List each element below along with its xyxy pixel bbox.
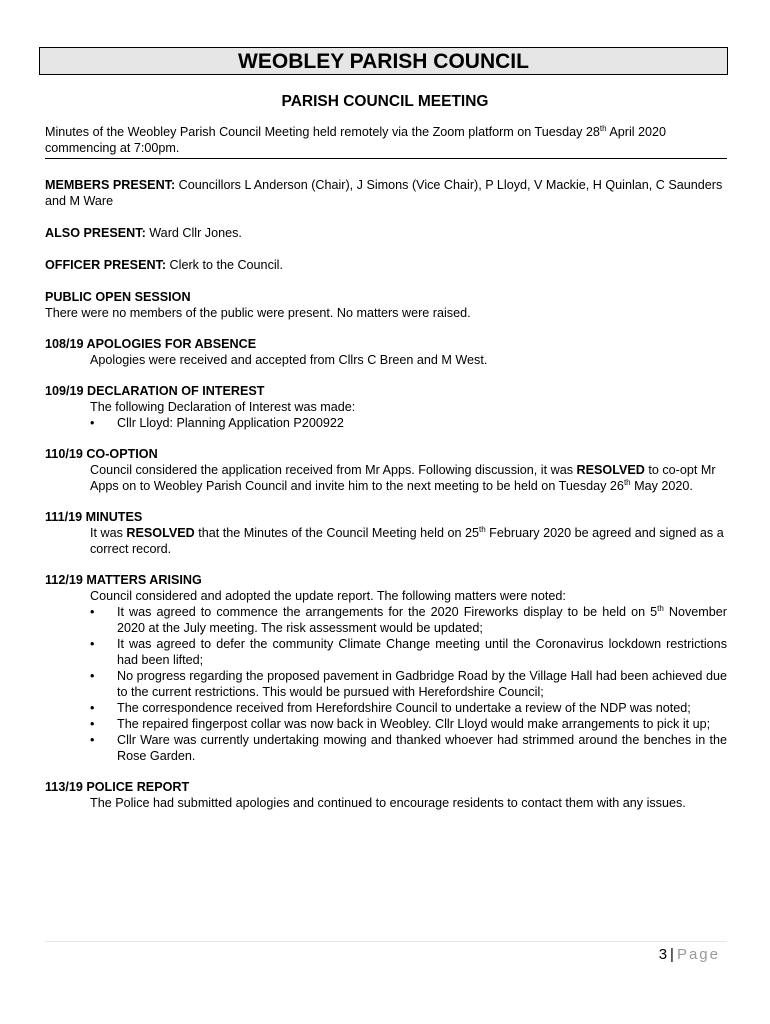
minutes-body — [45, 124, 727, 826]
bullet-icon: • — [90, 701, 95, 715]
also-present-label: ALSO PRESENT: — [45, 226, 146, 240]
section-title: 110/19 CO-OPTION — [45, 447, 158, 461]
section-text: There were no members of the public were present. No matters were raised. — [45, 306, 471, 320]
bullet-icon: • — [90, 717, 95, 731]
page-word: Page — [676, 946, 720, 963]
council-name-banner: WEOBLEY PARISH COUNCIL — [39, 47, 728, 75]
members-present: MEMBERS PRESENT: Councillors L Anderson (Chair), J Simons (Vice Chair), P Lloyd, V Mackie, H Quinlan, C Saunders and M Ware — [45, 178, 723, 208]
page-number: 3 — [658, 946, 668, 963]
list-item: • Cllr Lloyd: Planning Application P200922 — [90, 416, 344, 430]
section-text: The following Declaration of Interest was made: — [90, 400, 356, 414]
officer-present: OFFICER PRESENT: Clerk to the Council. — [45, 258, 283, 272]
section-109-declaration — [45, 383, 727, 431]
section-title: 108/19 APOLOGIES FOR ABSENCE — [45, 337, 257, 351]
resolved-keyword: RESOLVED — [126, 526, 195, 540]
page-footer — [659, 946, 720, 964]
section-title: 113/19 POLICE REPORT — [45, 780, 190, 794]
section-text: Council considered the application received from Mr Apps. Following discussion, it was RESOLVED to co-opt Mr Apps on to Weobley Parish Council and invite him to the next meeting to be held on Tuesday 26th May 2020. — [90, 463, 716, 493]
section-text: The Police had submitted apologies and continued to encourage residents to contact them with any issues. — [90, 796, 686, 810]
section-text: Apologies were received and accepted from Cllrs C Breen and M West. — [90, 353, 488, 367]
footer-separator: | — [670, 946, 674, 963]
section-112-matters-arising — [45, 572, 727, 764]
section-title: 111/19 MINUTES — [45, 510, 143, 524]
also-present: ALSO PRESENT: Ward Cllr Jones. — [45, 226, 242, 240]
section-113-police-report — [45, 779, 727, 811]
members-present-label: MEMBERS PRESENT: — [45, 178, 176, 192]
list-item: • It was agreed to defer the community Climate Change meeting until the Coronavirus lockdown restrictions had been lifted; — [90, 637, 727, 667]
section-title: 109/19 DECLARATION OF INTEREST — [45, 384, 265, 398]
bullet-icon: • — [90, 669, 95, 683]
bullet-list — [90, 604, 727, 764]
section-text: Council considered and adopted the update report. The following matters were noted: — [90, 589, 566, 603]
list-item: • The correspondence received from Herefordshire Council to undertake a review of the NDP was noted; — [90, 701, 691, 715]
section-title: PUBLIC OPEN SESSION — [45, 290, 191, 304]
bullet-icon: • — [90, 733, 95, 747]
resolved-keyword: RESOLVED — [576, 463, 645, 477]
footer-divider — [45, 941, 727, 942]
list-item: • No progress regarding the proposed pavement in Gadbridge Road by the Village Hall had been achieved due to the current restrictions. This would be pursued with Herefordshire Council; — [90, 669, 727, 699]
officer-present-label: OFFICER PRESENT: — [45, 258, 167, 272]
section-text: It was RESOLVED that the Minutes of the Council Meeting held on 25th February 2020 be agreed and signed as a correct record. — [90, 525, 724, 556]
section-public-open-session — [45, 289, 727, 321]
list-item: • It was agreed to commence the arrangements for the 2020 Fireworks display to be held on 5th November 2020 at the July meeting. The risk assessment would be updated; — [90, 604, 727, 635]
list-item: • The repaired fingerpost collar was now back in Weobley. Cllr Lloyd would make arrangements to pick it up; — [90, 717, 711, 731]
bullet-icon: • — [90, 605, 95, 619]
meeting-title: PARISH COUNCIL MEETING — [281, 93, 489, 110]
section-110-co-option — [45, 446, 727, 494]
section-108-apologies — [45, 336, 727, 368]
bullet-icon: • — [90, 637, 95, 651]
bullet-icon: • — [90, 416, 95, 430]
list-item: • Cllr Ware was currently undertaking mowing and thanked whoever had strimmed around the benches in the Rose Garden. — [90, 733, 727, 763]
bullet-list — [90, 415, 727, 431]
section-title: 112/19 MATTERS ARISING — [45, 573, 202, 587]
intro-paragraph: Minutes of the Weobley Parish Council Meeting held remotely via the Zoom platform on Tuesday 28th April 2020 commencing at 7:00pm. — [45, 124, 727, 159]
section-111-minutes — [45, 509, 727, 557]
